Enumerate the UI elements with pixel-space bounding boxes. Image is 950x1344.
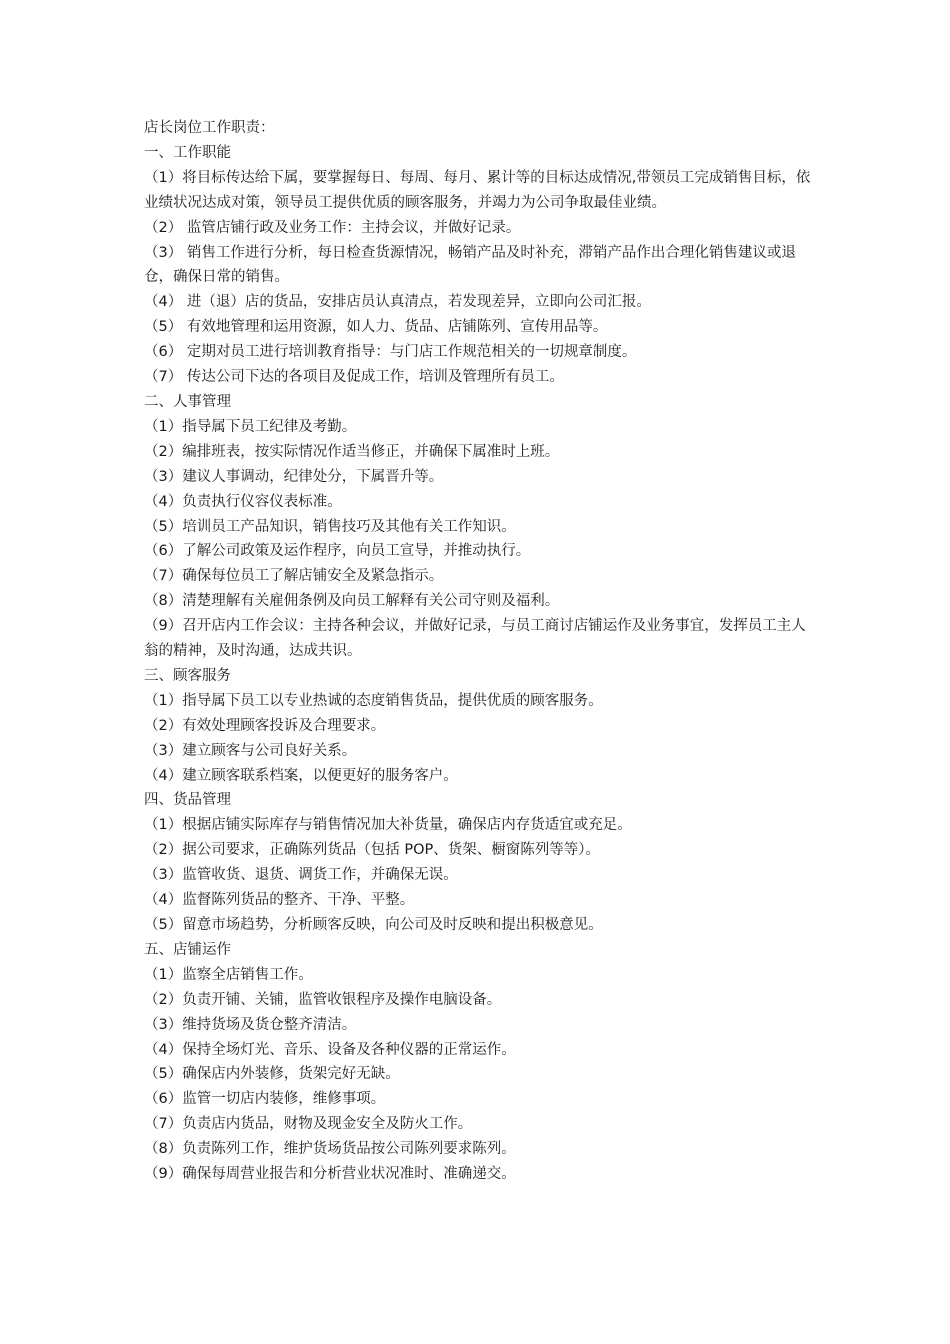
section-heading: 四、货品管理 <box>144 792 231 809</box>
list-item: （3）监管收货、退货、调货工作，并确保无误。 <box>144 867 458 884</box>
list-item: （4）建立顾客联系档案，以便更好的服务客户。 <box>144 767 458 784</box>
section-work-functions <box>144 141 812 390</box>
list-item: （2） 监管店铺行政及业务工作：主持会议，并做好记录。 <box>144 219 521 236</box>
list-item: （9）确保每周营业报告和分析营业状况准时、准确递交。 <box>144 1166 516 1183</box>
list-item: （6）监管一切店内装修，维修事项。 <box>144 1091 386 1108</box>
list-item: （7）确保每位员工了解店铺安全及紧急指示。 <box>144 568 444 585</box>
document-title: 店长岗位工作职责： <box>144 120 275 136</box>
list-item: （9）召开店内工作会议：主持各种会议，并做好记录，与员工商讨店铺运作及业务事宜，发挥员工主人翁的精神，及时沟通，达成共识。 <box>144 618 806 660</box>
list-item: （7）负责店内货品，财物及现金安全及防火工作。 <box>144 1116 473 1133</box>
list-item: （2）编排班表，按实际情况作适当修正，并确保下属准时上班。 <box>144 443 560 460</box>
section-heading: 二、人事管理 <box>144 393 231 410</box>
list-item: （3）建立顾客与公司良好关系。 <box>144 742 357 759</box>
list-item: （1）指导属下员工纪律及考勤。 <box>144 418 357 435</box>
list-item: （4）保持全场灯光、音乐、设备及各种仪器的正常运作。 <box>144 1041 516 1058</box>
list-item: （2）有效处理顾客投诉及合理要求。 <box>144 717 386 734</box>
section-heading: 三、顾客服务 <box>144 667 231 684</box>
list-item: （1）根据店铺实际库存与销售情况加大补货量，确保店内存货适宜或充足。 <box>144 817 632 834</box>
list-item: （6）了解公司政策及运作程序，向员工宣导，并推动执行。 <box>144 543 531 560</box>
list-item: （8）负责陈列工作，维护货场货品按公司陈列要求陈列。 <box>144 1141 516 1158</box>
document-page <box>144 116 812 1187</box>
section-merchandise <box>144 788 812 937</box>
section-heading: 五、店铺运作 <box>144 941 231 958</box>
list-item: （2）负责开铺、关铺，监管收银程序及操作电脑设备。 <box>144 991 502 1008</box>
list-item: （1）将目标传达给下属，要掌握每日、每周、每月、累计等的目标达成情况,带领员工完成销售目标，依业绩状况达成对策，领导员工提供优质的顾客服务，并竭力为公司争取最佳业绩。 <box>144 169 811 211</box>
list-item: （5）留意市场趋势，分析顾客反映，向公司及时反映和提出积极意见。 <box>144 917 603 933</box>
list-item: （4）监督陈列货品的整齐、干净、平整。 <box>144 892 415 909</box>
list-item: （4） 进（退）店的货品，安排店员认真清点，若发现差异，立即向公司汇报。 <box>144 294 651 311</box>
list-item: （1）监察全店销售工作。 <box>144 966 313 983</box>
section-heading: 一、工作职能 <box>144 144 231 161</box>
list-item: （5）确保店内外装修，货架完好无缺。 <box>144 1066 400 1083</box>
section-personnel <box>144 390 812 664</box>
list-item: （5） 有效地管理和运用资源，如人力、货品、店铺陈列、宣传用品等。 <box>144 319 608 336</box>
list-item: （1）指导属下员工以专业热诚的态度销售货品，提供优质的顾客服务。 <box>144 692 603 709</box>
list-item: （7） 传达公司下达的各项目及促成工作，培训及管理所有员工。 <box>144 369 564 386</box>
list-item: （2）据公司要求，正确陈列货品（包括 POP、货架、橱窗陈列等等）。 <box>144 842 600 859</box>
section-customer-service <box>144 664 812 789</box>
list-item: （5）培训员工产品知识，销售技巧及其他有关工作知识。 <box>144 518 516 535</box>
list-item: （8）清楚理解有关雇佣条例及向员工解释有关公司守则及福利。 <box>144 593 560 610</box>
list-item: （4）负责执行仪容仪表标准。 <box>144 493 342 510</box>
list-item: （3）建议人事调动，纪律处分，下属晋升等。 <box>144 468 444 485</box>
list-item: （3）维持货场及货仓整齐清洁。 <box>144 1016 357 1033</box>
list-item: （6） 定期对员工进行培训教育指导：与门店工作规范相关的一切规章制度。 <box>144 344 637 361</box>
section-store-operations <box>144 938 812 1187</box>
list-item: （3） 销售工作进行分析，每日检查货源情况，畅销产品及时补充，滞销产品作出合理化销售建议或退仓，确保日常的销售。 <box>144 244 796 286</box>
